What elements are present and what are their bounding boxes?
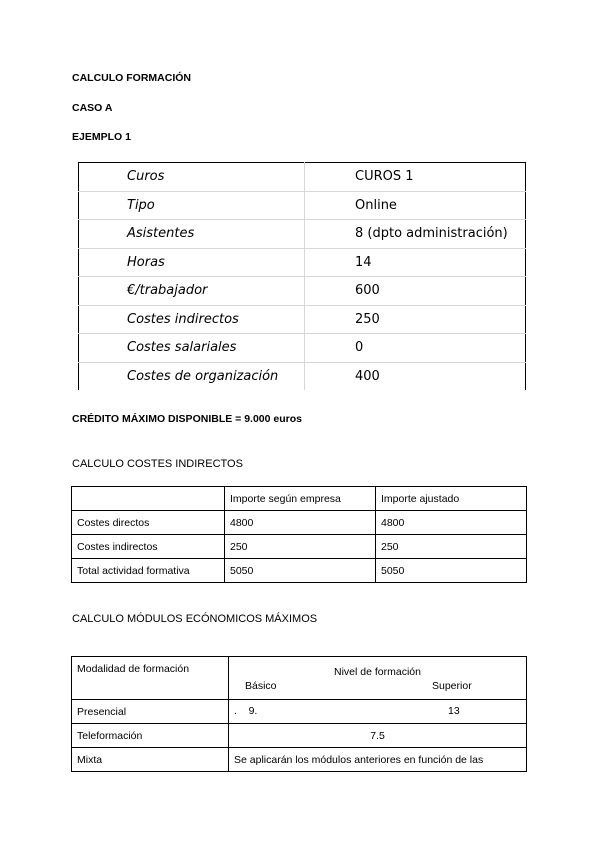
superior-header: Superior bbox=[432, 680, 472, 692]
adjusted-amount: 250 bbox=[376, 535, 527, 559]
course-label: Costes de organización bbox=[79, 362, 305, 390]
course-value: 8 (dpto administración) bbox=[305, 220, 526, 249]
table-row bbox=[79, 305, 526, 334]
course-value: CUROS 1 bbox=[305, 163, 526, 192]
course-label: Tipo bbox=[79, 191, 305, 220]
table-row bbox=[79, 191, 526, 220]
header-cell: Importe ajustado bbox=[376, 487, 527, 511]
table-row bbox=[72, 748, 527, 772]
table-row bbox=[72, 700, 527, 724]
level-header-cell bbox=[229, 657, 527, 700]
table-row bbox=[72, 487, 527, 511]
cost-label: Costes directos bbox=[72, 511, 225, 535]
course-value: 600 bbox=[305, 277, 526, 306]
adjusted-amount: 5050 bbox=[376, 559, 527, 583]
example-heading: EJEMPLO 1 bbox=[72, 131, 131, 143]
course-label: Costes salariales bbox=[79, 334, 305, 363]
table-row bbox=[79, 248, 526, 277]
teleformacion-value: 7.5 bbox=[229, 724, 527, 748]
table-row bbox=[72, 559, 527, 583]
basic-value: . 9. bbox=[234, 705, 258, 717]
cost-label: Costes indirectos bbox=[72, 535, 225, 559]
header-cell bbox=[72, 487, 225, 511]
company-amount: 250 bbox=[225, 535, 376, 559]
table-row bbox=[79, 277, 526, 306]
cost-label: Total actividad formativa bbox=[72, 559, 225, 583]
presencial-values bbox=[229, 700, 527, 724]
table-row bbox=[72, 535, 527, 559]
course-value: Online bbox=[305, 191, 526, 220]
course-value: 400 bbox=[355, 368, 380, 384]
mixta-value: Se aplicarán los módulos anteriores en función de las bbox=[229, 748, 527, 772]
modules-section-title: CALCULO MÓDULOS ECÓNOMICOS MÁXIMOS bbox=[72, 613, 318, 625]
table-row bbox=[72, 724, 527, 748]
header-cell: Importe según empresa bbox=[225, 487, 376, 511]
basic-header: Básico bbox=[245, 680, 277, 692]
superior-value: 13 bbox=[448, 705, 460, 717]
course-label: Asistentes bbox=[79, 220, 305, 249]
modality-label: Mixta bbox=[72, 748, 229, 772]
modality-header: Modalidad de formación bbox=[72, 657, 229, 700]
course-details-table bbox=[78, 162, 526, 390]
table-row bbox=[79, 163, 526, 192]
course-value: 250 bbox=[305, 305, 526, 334]
table-row bbox=[79, 362, 526, 390]
company-amount: 4800 bbox=[225, 511, 376, 535]
table-row bbox=[72, 657, 527, 700]
adjusted-amount: 4800 bbox=[376, 511, 527, 535]
credit-available: CRÉDITO MÁXIMO DISPONIBLE = 9.000 euros bbox=[72, 413, 302, 425]
course-label: Curos bbox=[79, 163, 305, 192]
course-label: €/trabajador bbox=[79, 277, 305, 306]
case-heading: CASO A bbox=[72, 102, 113, 114]
table-row bbox=[79, 334, 526, 363]
company-amount: 5050 bbox=[225, 559, 376, 583]
table-row bbox=[79, 220, 526, 249]
economic-modules-table bbox=[71, 656, 527, 772]
level-header: Nivel de formación bbox=[334, 666, 421, 678]
indirect-costs-table bbox=[71, 486, 527, 583]
costs-section-title: CALCULO COSTES INDIRECTOS bbox=[72, 458, 243, 470]
modality-label: Presencial bbox=[72, 700, 229, 724]
course-label: Costes indirectos bbox=[79, 305, 305, 334]
course-label: Horas bbox=[79, 248, 305, 277]
course-value: 14 bbox=[305, 248, 526, 277]
document-title: CALCULO FORMACIÓN bbox=[72, 72, 191, 84]
course-value: 0 bbox=[305, 334, 526, 363]
modality-label: Teleformación bbox=[72, 724, 229, 748]
table-row bbox=[72, 511, 527, 535]
